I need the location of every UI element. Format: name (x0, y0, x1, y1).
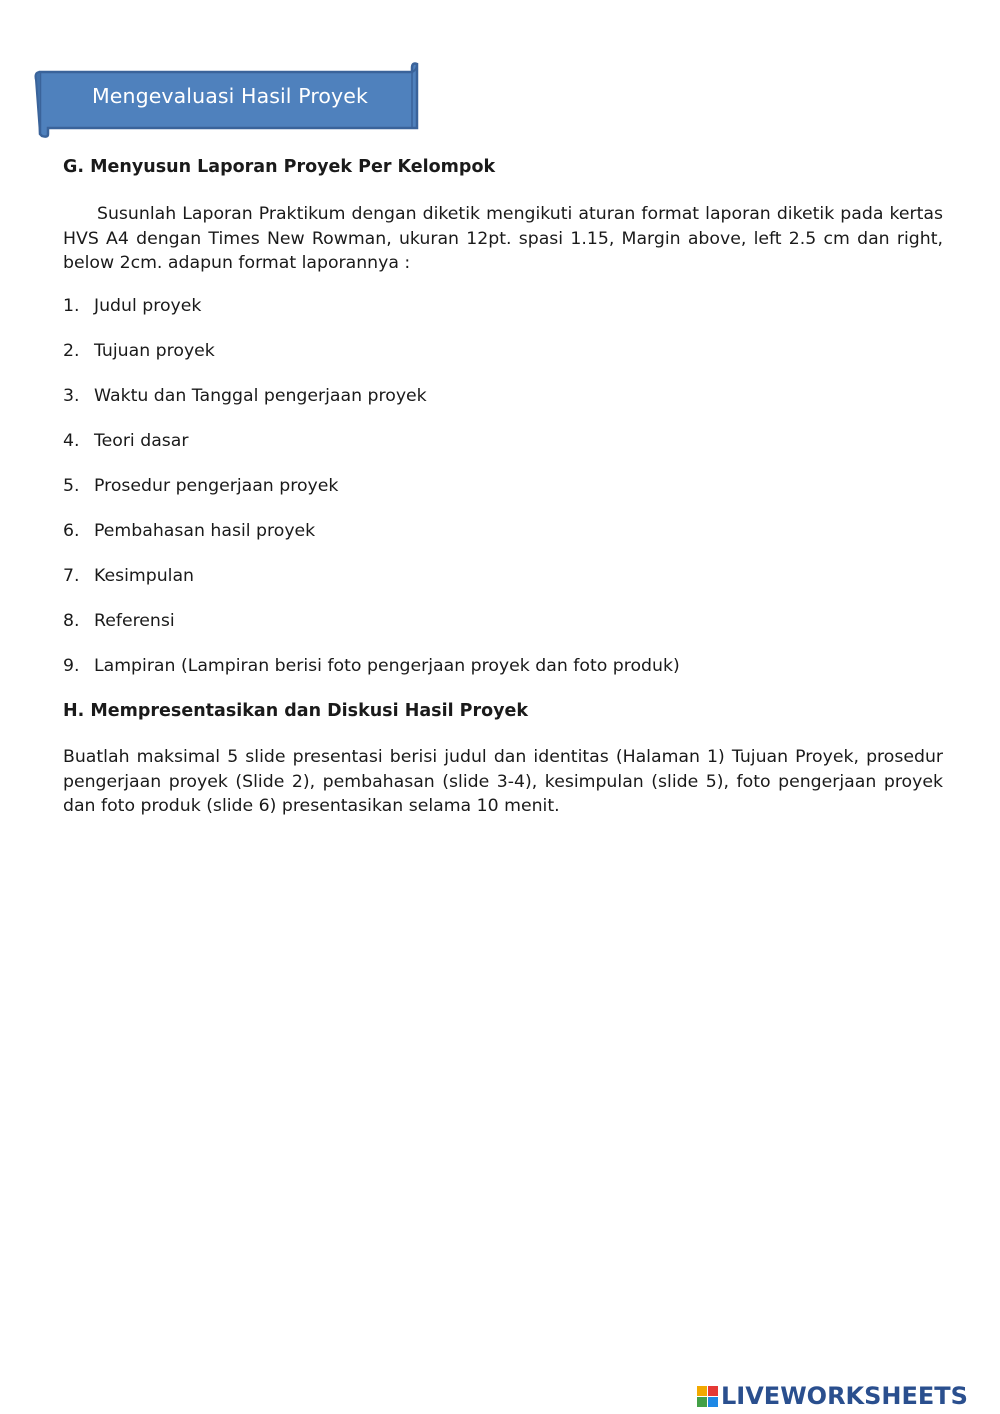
list-item-number: 6. (63, 521, 80, 541)
list-item (63, 609, 680, 654)
liveworksheets-logo-icon (697, 1384, 719, 1408)
list-item-number: 1. (63, 296, 80, 316)
section-g-intro: Susunlah Laporan Praktikum dengan diketik mengikuti aturan format laporan diketik pada kertas HVS A4 dengan Times New Rowman, ukuran 12pt. spasi 1.15, Margin above, left 2.5 cm dan right, below 2cm. adapun format laporannya : (63, 204, 943, 273)
list-item-text: Kesimpulan (94, 566, 195, 586)
list-item (63, 294, 680, 339)
title-banner (34, 60, 420, 140)
list-item-number: 3. (63, 386, 80, 406)
list-item (63, 564, 680, 609)
list-item-text: Lampiran (Lampiran berisi foto pengerjaan proyek dan foto produk) (94, 656, 680, 676)
list-item-text: Prosedur pengerjaan proyek (94, 476, 339, 496)
list-item-number: 9. (63, 656, 80, 676)
list-item (63, 429, 680, 474)
list-item-number: 8. (63, 611, 80, 631)
list-item-text: Pembahasan hasil proyek (94, 521, 316, 541)
list-item-text: Tujuan proyek (94, 341, 215, 361)
list-item-text: Waktu dan Tanggal pengerjaan proyek (94, 386, 427, 406)
list-item-number: 4. (63, 431, 80, 451)
list-item-text: Teori dasar (94, 431, 189, 451)
banner-title: Mengevaluasi Hasil Proyek (92, 84, 368, 108)
list-item (63, 654, 680, 699)
list-item-number: 2. (63, 341, 80, 361)
section-g-heading: G. Menyusun Laporan Proyek Per Kelompok (63, 157, 496, 177)
list-item (63, 519, 680, 564)
section-h-heading: H. Mempresentasikan dan Diskusi Hasil Proyek (63, 701, 529, 721)
list-item (63, 384, 680, 429)
list-item-text: Referensi (94, 611, 175, 631)
section-h-body: Buatlah maksimal 5 slide presentasi berisi judul dan identitas (Halaman 1) Tujuan Proyek, prosedur pengerjaan proyek (Slide 2), pembahasan (slide 3-4), kesimpulan (slide 5), foto pengerjaan proyek dan foto produk (slide 6) presentasikan selama 10 menit. (63, 747, 943, 816)
list-item-number: 7. (63, 566, 80, 586)
list-item-text: Judul proyek (94, 296, 202, 316)
list-item-number: 5. (63, 476, 80, 496)
liveworksheets-logo[interactable] (697, 1381, 968, 1411)
list-item (63, 474, 680, 519)
report-format-list (63, 294, 680, 699)
list-item (63, 339, 680, 384)
liveworksheets-logo-text: LIVEWORKSHEETS (721, 1382, 968, 1410)
